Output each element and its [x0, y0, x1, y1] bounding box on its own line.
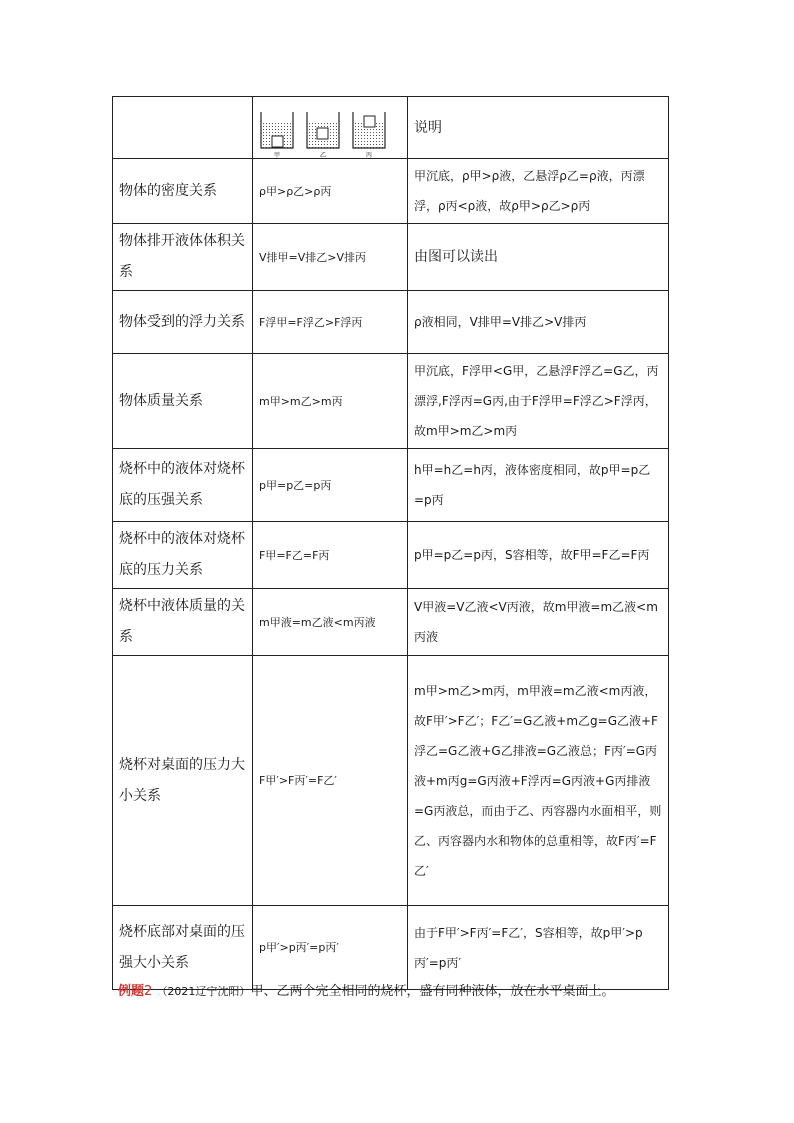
table-row	[113, 656, 669, 906]
beaker-jia-drawing	[259, 110, 295, 150]
row-value: F甲=F乙=F丙	[253, 522, 408, 589]
table-row	[113, 159, 669, 224]
beaker-label-yi: 乙	[319, 151, 326, 159]
header-note-cell: 说明	[408, 97, 669, 159]
beaker-yi-figure	[305, 110, 341, 159]
row-label: 烧杯中的液体对烧杯底的压强关系	[113, 449, 253, 522]
table-row	[113, 224, 669, 291]
row-value: m甲>m乙>m丙	[253, 354, 408, 449]
row-label: 烧杯底部对桌面的压强大小关系	[113, 906, 253, 990]
table-row	[113, 906, 669, 990]
row-value: V排甲=V排乙>V排丙	[253, 224, 408, 291]
row-label: 物体的密度关系	[113, 159, 253, 224]
row-label: 物体排开液体体积关系	[113, 224, 253, 291]
row-note: 甲沉底，ρ甲>ρ液，乙悬浮ρ乙=ρ液，丙漂浮，ρ丙<ρ液，故ρ甲>ρ乙>ρ丙	[408, 159, 669, 224]
row-note: h甲=h乙=h丙，液体密度相同，故p甲=p乙=p丙	[408, 449, 669, 522]
row-value: p甲=p乙=p丙	[253, 449, 408, 522]
row-note: 由于F甲′>F丙′=F乙′，S容相等，故p甲′>p丙′=p丙′	[408, 906, 669, 990]
row-note: m甲>m乙>m丙，m甲液=m乙液<m丙液，故F甲′>F乙′；F乙′=G乙液+m乙g=G乙液+F浮乙=G乙液+G乙排液=G乙液总；F丙′=G丙液+m丙g=G丙液+F浮丙=G丙液+G丙排液=G丙液总，而由于乙、丙容器内水面相平，则乙、丙容器内水和物体的总重相等，故F丙′=F乙′	[408, 656, 669, 906]
row-label: 烧杯中的液体对烧杯底的压力关系	[113, 522, 253, 589]
beaker-bing-figure	[351, 110, 387, 159]
table-row	[113, 522, 669, 589]
row-label: 烧杯中液体质量的关系	[113, 589, 253, 656]
table-row	[113, 449, 669, 522]
beaker-label-jia: 甲	[273, 151, 280, 159]
row-value: F甲′>F丙′=F乙′	[253, 656, 408, 906]
row-note: 由图可以读出	[408, 224, 669, 291]
table-header-row	[113, 97, 669, 159]
row-note: V甲液=V乙液<V丙液，故m甲液=m乙液<m丙液	[408, 589, 669, 656]
table-row	[113, 291, 669, 354]
row-label: 物体质量关系	[113, 354, 253, 449]
physics-summary-table	[112, 96, 669, 990]
row-note: p甲=p乙=p丙，S容相等，故F甲=F乙=F丙	[408, 522, 669, 589]
beaker-figure-cell	[253, 97, 408, 159]
beaker-bing-drawing	[351, 110, 387, 150]
table-row	[113, 354, 669, 449]
row-value: p甲′>p丙′=p丙′	[253, 906, 408, 990]
beaker-jia-figure	[259, 110, 295, 159]
row-label: 物体受到的浮力关系	[113, 291, 253, 354]
table-row	[113, 589, 669, 656]
row-value: F浮甲=F浮乙>F浮丙	[253, 291, 408, 354]
row-note: ρ液相同，V排甲=V排乙>V排丙	[408, 291, 669, 354]
example-question	[118, 982, 614, 1002]
example-text: 甲、乙两个完全相同的烧杯，盛有同种液体，放在水平桌面上。	[250, 984, 615, 999]
example-number: 2	[144, 984, 153, 999]
beaker-figures	[259, 106, 401, 159]
header-empty-cell	[113, 97, 253, 159]
row-value: ρ甲>ρ乙>ρ丙	[253, 159, 408, 224]
row-value: m甲液=m乙液<m丙液	[253, 589, 408, 656]
example-source: （2021辽宁沈阳）	[156, 985, 251, 998]
beaker-yi-drawing	[305, 110, 341, 150]
beaker-label-bing: 丙	[365, 151, 372, 159]
example-tag: 例题	[118, 984, 145, 999]
row-label: 烧杯对桌面的压力大小关系	[113, 656, 253, 906]
row-note: 甲沉底，F浮甲<G甲，乙悬浮F浮乙=G乙，丙漂浮,F浮丙=G丙,由于F浮甲=F浮乙>F浮丙，故m甲>m乙>m丙	[408, 354, 669, 449]
